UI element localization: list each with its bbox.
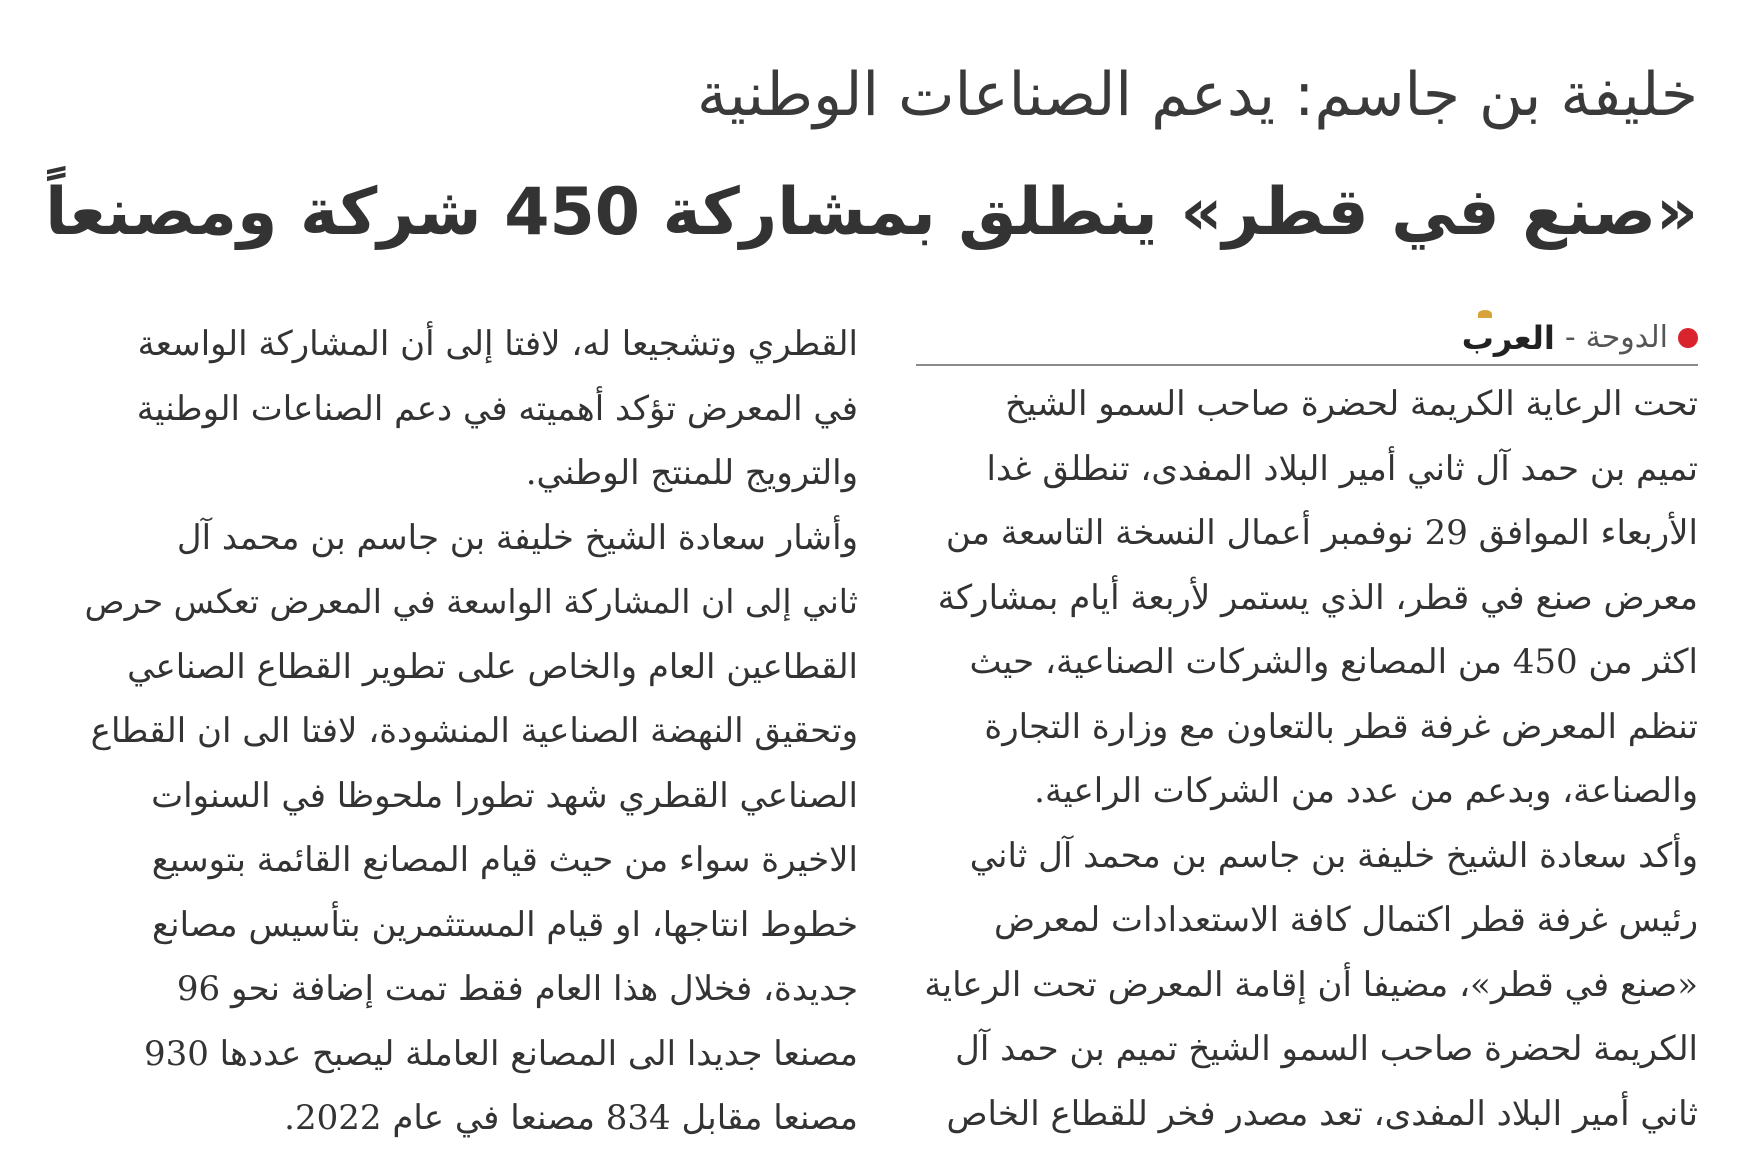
paragraph-line: جديدة، فخلال هذا العام فقط تمت إضافة نحو 96 [176,969,858,1009]
paragraph-line: ثاني إلى ان المشاركة الواسعة في المعرض تعكس حرص [84,582,858,621]
paragraph-line: تحت الرعاية الكريمة لحضرة صاحب السمو الشيخ [1005,384,1698,424]
paragraph-line: وأشار سعادة الشيخ خليفة بن جاسم بن محمد آل [176,517,858,558]
paragraph-line: رئيس غرفة قطر اكتمال كافة الاستعدادات لمعرض [993,900,1698,940]
paragraph-line: تميم بن حمد آل ثاني أمير البلاد المفدى، تنطلق غدا [986,448,1698,489]
paragraph-line: الصناعي القطري شهد تطورا ملحوظا في السنوات [151,775,858,816]
paragraph-line: خطوط انتاجها، او قيام المستثمرين بتأسيس مصانع [152,904,858,945]
article-kicker: خليفة بن جاسم: يدعم الصناعات الوطنية [696,60,1698,130]
paragraph-line: في المعرض تؤكد أهميته في دعم الصناعات الوطنية [136,388,858,429]
column-left-text [76,312,858,1151]
paragraph-line: القطري وتشجيعا له، لافتا إلى أن المشاركة الواسعة [137,324,858,364]
paragraph-line: مصنعا مقابل 834 مصنعا في عام 2022. [284,1098,858,1138]
newspaper-logo [1452,306,1555,371]
paragraph-line: «صنع في قطر»، مضيفا أن إقامة المعرض تحت الرعاية [924,964,1698,1005]
column-right-text [916,372,1698,1146]
paragraph-line: والصناعة، وبدعم من عدد من الشركات الراعية. [1034,771,1698,811]
paragraph-line: تنظم المعرض غرفة قطر بالتعاون مع وزارة التجارة [984,706,1698,747]
paragraph-line: القطاعين العام والخاص على تطوير القطاع الصناعي [127,646,858,687]
paragraph-line: الأربعاء الموافق 29 نوفمبر أعمال النسخة التاسعة من [945,513,1698,553]
paragraph-line: مصنعا جديدا الى المصانع العاملة ليصبح عددها 930 [143,1033,858,1074]
paragraph-line: ثاني أمير البلاد المفدى، تعد مصدر فخر للقطاع الخاص [946,1093,1698,1134]
paragraph-line: الاخيرة سواء من حيث قيام المصانع القائمة بتوسيع [151,840,858,880]
paragraph-line: معرض صنع في قطر، الذي يستمر لأربعة أيام بمشاركة [937,577,1698,618]
byline [916,312,1698,366]
byline-separator: - [1564,319,1576,355]
paragraph-line: وتحقيق النهضة الصناعية المنشودة، لافتا الى ان القطاع [90,711,858,751]
logo-crescent-icon [1478,310,1492,318]
article-headline: «صنع في قطر» ينطلق بمشاركة 450 شركة ومصنعاً [45,175,1698,250]
article-column-right [916,312,1698,1146]
paragraph-line: وأكد سعادة الشيخ خليفة بن جاسم بن محمد آل ثاني [969,835,1698,876]
article-column-left [76,312,858,1151]
paragraph-line: والترويج للمنتج الوطني. [525,453,858,493]
paragraph-line: اكثر من 450 من المصانع والشركات الصناعية، حيث [969,642,1698,682]
byline-dateline: الدوحة [1585,319,1668,355]
newspaper-logo-text: العرب [1461,318,1555,357]
red-dot-icon [1678,328,1698,348]
paragraph-line: الكريمة لحضرة صاحب السمو الشيخ تميم بن حمد آل [955,1029,1698,1069]
